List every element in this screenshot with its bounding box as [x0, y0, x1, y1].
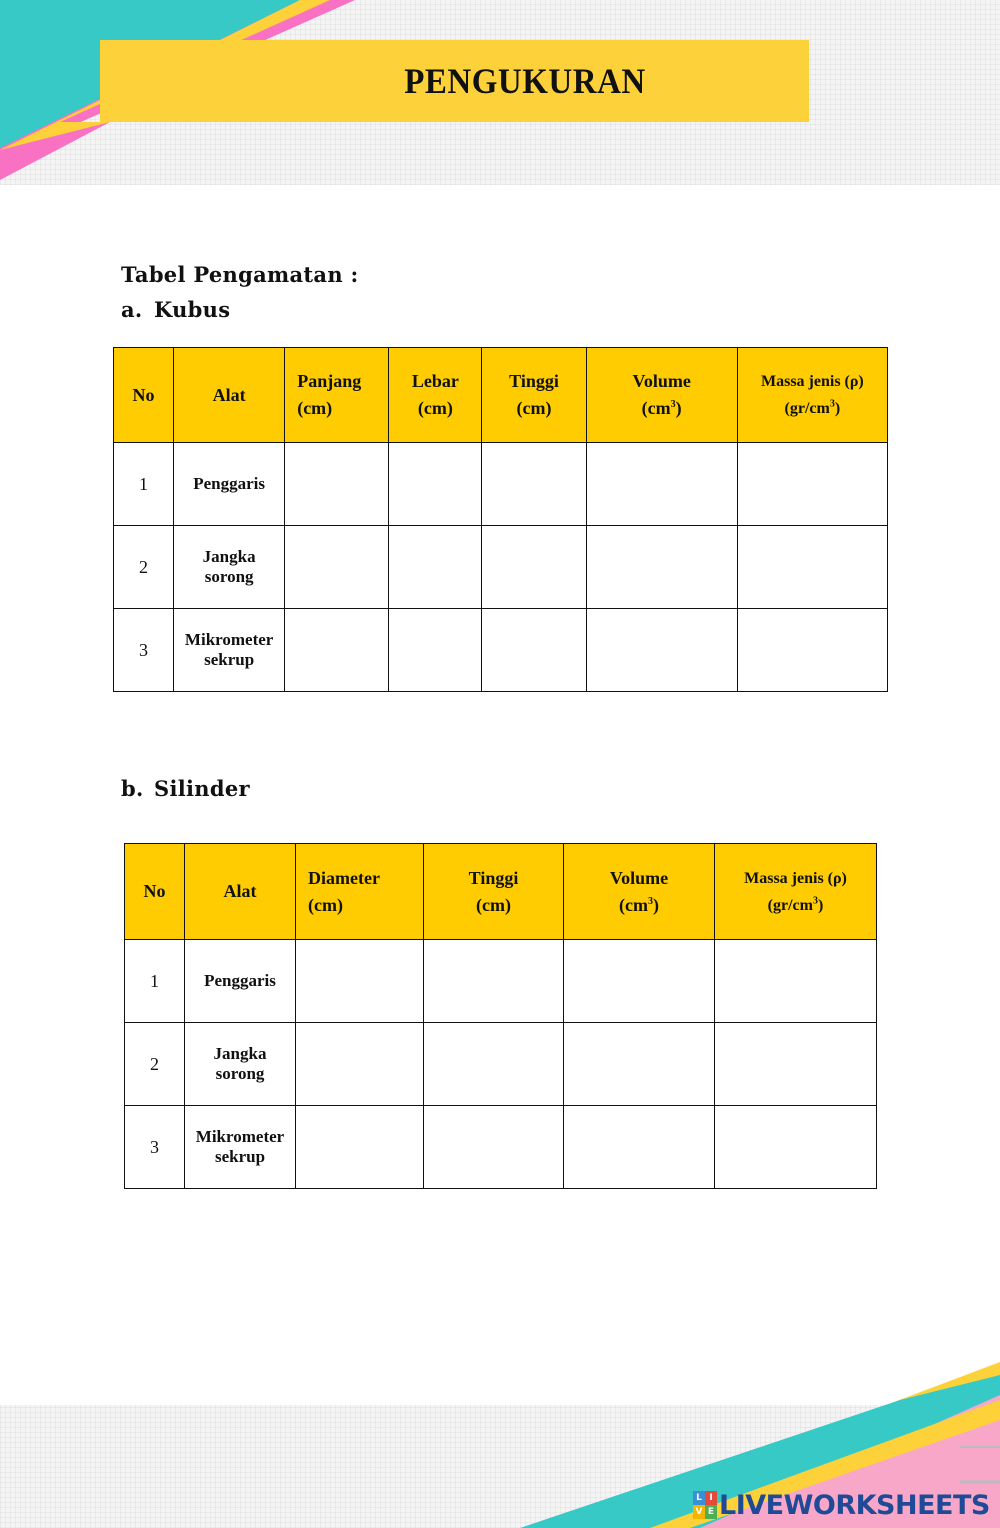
row-number: 3	[114, 609, 174, 692]
table-header-row	[114, 348, 888, 443]
column-header-volume: Volume $(cm^3)$	[586, 348, 737, 443]
input-cell-massa-jenis[interactable]	[715, 940, 877, 1023]
input-cell-volume[interactable]	[586, 443, 737, 526]
column-header-alat: Alat	[185, 844, 296, 940]
input-cell-massa-jenis[interactable]	[737, 609, 887, 692]
row-number: 2	[125, 1023, 185, 1106]
input-cell-diameter[interactable]	[296, 1106, 424, 1189]
column-header-massa-jenis: Massa jenis (ρ) $(gr/cm^3)$	[715, 844, 877, 940]
row-number: 2	[114, 526, 174, 609]
input-cell-volume[interactable]	[564, 940, 715, 1023]
input-cell-lebar[interactable]	[389, 443, 482, 526]
input-cell-massa-jenis[interactable]	[715, 1106, 877, 1189]
subsection-label: Kubus	[154, 297, 231, 322]
subsection-kubus-heading	[121, 297, 230, 322]
input-cell-tinggi[interactable]	[482, 443, 586, 526]
input-cell-tinggi[interactable]	[424, 940, 564, 1023]
row-tool: Penggaris	[174, 443, 285, 526]
input-cell-tinggi[interactable]	[482, 609, 586, 692]
input-cell-volume[interactable]	[564, 1023, 715, 1106]
row-tool: Mikrometer sekrup	[185, 1106, 296, 1189]
table-row	[125, 940, 877, 1023]
column-header-no: No	[125, 844, 185, 940]
table-row	[114, 443, 888, 526]
input-cell-diameter[interactable]	[296, 1023, 424, 1106]
subsection-label: Silinder	[154, 776, 250, 801]
column-header-panjang: Panjang (cm)	[285, 348, 389, 443]
liveworksheets-logo[interactable]	[693, 1488, 990, 1522]
input-cell-lebar[interactable]	[389, 526, 482, 609]
row-number: 1	[125, 940, 185, 1023]
column-header-alat: Alat	[174, 348, 285, 443]
column-header-no: No	[114, 348, 174, 443]
input-cell-massa-jenis[interactable]	[737, 443, 887, 526]
subsection-number: b.	[121, 776, 144, 801]
table-row	[125, 1106, 877, 1189]
input-cell-massa-jenis[interactable]	[715, 1023, 877, 1106]
row-tool: Penggaris	[185, 940, 296, 1023]
section-heading: Tabel Pengamatan :	[121, 262, 359, 287]
silinder-observation-table	[124, 843, 877, 1189]
column-header-massa-jenis: Massa jenis (ρ) $(gr/cm^3)$	[737, 348, 887, 443]
input-cell-tinggi[interactable]	[482, 526, 586, 609]
column-header-tinggi: Tinggi (cm)	[424, 844, 564, 940]
table-header-row	[125, 844, 877, 940]
column-header-lebar: Lebar (cm)	[389, 348, 482, 443]
row-tool: Mikrometer sekrup	[174, 609, 285, 692]
input-cell-tinggi[interactable]	[424, 1023, 564, 1106]
input-cell-panjang[interactable]	[285, 443, 389, 526]
row-number: 1	[114, 443, 174, 526]
input-cell-diameter[interactable]	[296, 940, 424, 1023]
subsection-number: a.	[121, 297, 143, 322]
table-row	[114, 526, 888, 609]
column-header-diameter: Diameter (cm)	[296, 844, 424, 940]
input-cell-lebar[interactable]	[389, 609, 482, 692]
input-cell-tinggi[interactable]	[424, 1106, 564, 1189]
input-cell-massa-jenis[interactable]	[737, 526, 887, 609]
column-header-volume: Volume $(cm^3)$	[564, 844, 715, 940]
input-cell-panjang[interactable]	[285, 609, 389, 692]
page-title: PENGUKURAN	[404, 62, 646, 102]
kubus-observation-table	[113, 347, 888, 692]
subsection-silinder-heading	[121, 776, 250, 801]
row-tool: Jangka sorong	[185, 1023, 296, 1106]
table-row	[125, 1023, 877, 1106]
input-cell-volume[interactable]	[586, 526, 737, 609]
row-number: 3	[125, 1106, 185, 1189]
liveworksheets-logo-text: LIVEWORKSHEETS	[719, 1489, 990, 1521]
input-cell-panjang[interactable]	[285, 526, 389, 609]
liveworksheets-logo-icon: L I V E	[693, 1491, 717, 1519]
input-cell-volume[interactable]	[586, 609, 737, 692]
input-cell-volume[interactable]	[564, 1106, 715, 1189]
table-row	[114, 609, 888, 692]
column-header-tinggi: Tinggi (cm)	[482, 348, 586, 443]
row-tool: Jangka sorong	[174, 526, 285, 609]
